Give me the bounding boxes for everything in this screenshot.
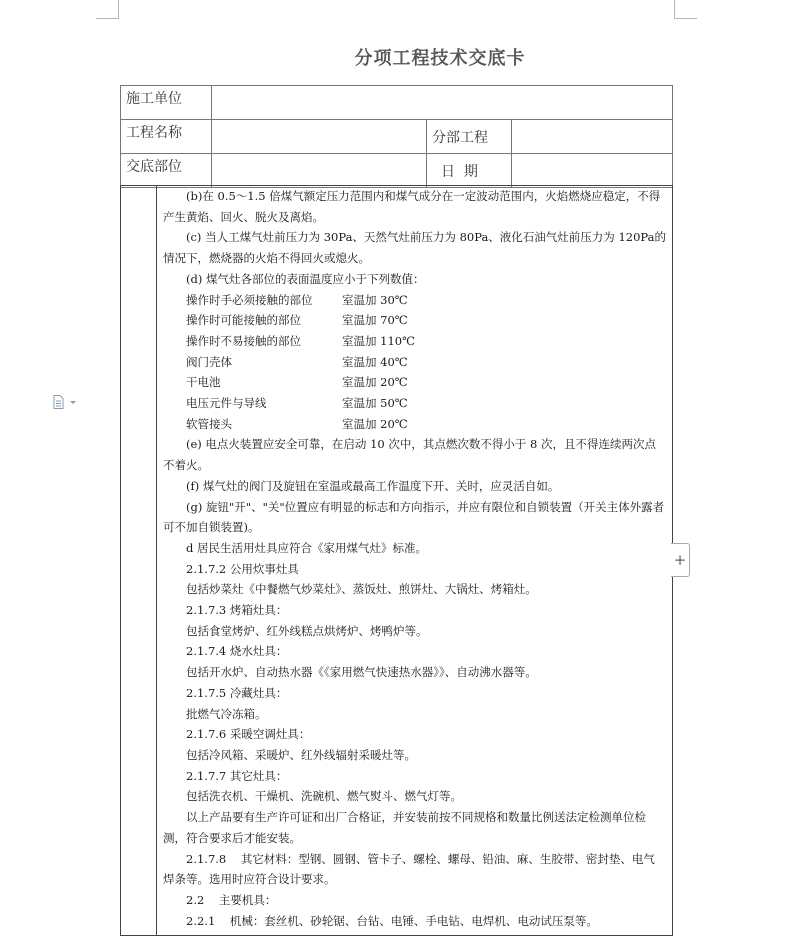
temperature-row [163, 414, 666, 435]
project-label: 工程名称 [121, 120, 212, 154]
document-icon[interactable] [52, 395, 78, 409]
temperature-row [163, 290, 666, 311]
location-value-cell[interactable] [212, 154, 427, 188]
section-2-2-1: 2.2.1 机械：套丝机、砂轮锯、台钻、电锤、手电钻、电焊机、电动试压泵等。 [186, 913, 598, 928]
paragraph-c: (c) 当人工煤气灶前压力为 30Pa、天然气灶前压力为 80Pa、液化石油气灶前压力为 120Pa的情况下，燃烧器的火焰不得回火或熄火。 [163, 230, 666, 266]
paragraph-standard: d 居民生活用灶具应符合《家用煤气灶》标准。 [186, 540, 428, 555]
content-text [163, 186, 666, 931]
section-2-1-7-6-desc: 包括冷风箱、采暖炉、红外线辐射采暖灶等。 [186, 747, 416, 762]
header-row-location [121, 154, 673, 188]
temperature-row [163, 310, 666, 331]
paragraph-b: (b)在 0.5～1.5 倍煤气额定压力范围内和煤气成分在一定波动范围内，火焰燃烧应稳定，不得产生黄焰、回火、脱火及离焰。 [163, 189, 661, 224]
temperature-list [163, 290, 666, 435]
subproject-value-cell[interactable] [512, 120, 673, 154]
temperature-value: 室温加 20℃ [342, 375, 408, 390]
temperature-row [163, 331, 666, 352]
header-table [120, 85, 673, 188]
section-2-1-7-3: 2.1.7.3 烤箱灶具： [186, 603, 288, 618]
temperature-value: 室温加 70℃ [342, 313, 408, 328]
temperature-part: 阀门壳体 [186, 354, 232, 369]
location-label: 交底部位 [121, 154, 212, 188]
section-2-1-7-5-desc: 批燃气冷冻箱。 [186, 706, 267, 721]
temperature-value: 室温加 50℃ [342, 396, 408, 411]
header-row-project [121, 120, 673, 154]
header-row-unit [121, 86, 673, 120]
unit-value-cell[interactable] [212, 86, 673, 120]
section-2-1-7-4: 2.1.7.4 烧水灶具： [186, 644, 288, 659]
temperature-value: 室温加 20℃ [342, 416, 408, 431]
temperature-part: 干电池 [186, 375, 221, 390]
paragraph-g: (g) 旋钮"开"、"关"位置应有明显的标志和方向指示，并应有限位和自锁装置（开关主体外露者可不加自锁装置)。 [163, 499, 665, 535]
temperature-part: 电压元件与导线 [186, 396, 267, 411]
unit-label: 施工单位 [121, 86, 212, 120]
document-title: 分项工程技术交底卡 [354, 48, 526, 69]
section-2-1-7-6: 2.1.7.6 采暖空调灶具： [186, 727, 311, 742]
section-2-2: 2.2 主要机具： [186, 892, 277, 907]
section-2-1-7-7: 2.1.7.7 其它灶具： [186, 768, 288, 783]
temperature-row [163, 393, 666, 414]
date-value-cell[interactable] [512, 154, 673, 188]
section-2-1-7-5: 2.1.7.5 冷藏灶具： [186, 685, 288, 700]
project-value-cell[interactable] [212, 120, 427, 154]
page-corner-mark-right [674, 0, 697, 19]
temperature-value: 室温加 110℃ [342, 333, 415, 348]
temperature-part: 软管接头 [186, 416, 232, 431]
plus-icon[interactable]: + [671, 543, 690, 577]
temperature-value: 室温加 40℃ [342, 354, 408, 369]
column-divider [156, 186, 157, 935]
section-2-1-7-2: 2.1.7.2 公用炊事灶具 [186, 561, 299, 576]
section-2-1-7-4-desc: 包括开水炉、自动热水器《《家用燃气快速热水器》》、自动沸水器等。 [186, 665, 537, 680]
temperature-part: 操作时手必须接触的部位 [186, 292, 313, 307]
paragraph-e: (e) 电点火装置应安全可靠，在启动 10 次中，其点燃次数不得小于 8 次，且不得连续两次点不着火。 [163, 437, 657, 473]
temperature-part: 操作时可能接触的部位 [186, 313, 301, 328]
temperature-row [163, 352, 666, 373]
section-2-1-7-3-desc: 包括食堂烤炉、红外线糕点烘烤炉、烤鸭炉等。 [186, 623, 428, 638]
paragraph-d: (d) 煤气灶各部位的表面温度应小于下列数值： [186, 271, 425, 286]
paragraph-certificates: 以上产品要有生产许可证和出厂合格证，并安装前按不同规格和数量比例送法定检测单位检测，符合要求后才能安装。 [163, 810, 646, 845]
section-2-1-7-2-desc: 包括炒菜灶《中餐燃气炒菜灶》、蒸饭灶、煎饼灶、大锅灶、烤箱灶。 [186, 582, 537, 597]
date-label: 日 期 [427, 154, 512, 188]
section-2-1-7-7-desc: 包括洗衣机、干燥机、洗碗机、燃气熨斗、燃气灯等。 [186, 789, 462, 804]
page-corner-mark-left [96, 0, 119, 19]
content-box [120, 185, 673, 936]
temperature-part: 操作时不易接触的部位 [186, 333, 301, 348]
subproject-label: 分部工程 [427, 120, 512, 154]
section-2-1-7-8: 2.1.7.8 其它材料：型钢、圆钢、管卡子、螺栓、螺母、铅油、麻、生胶带、密封垫、电气焊条等。选用时应符合设计要求。 [163, 851, 655, 887]
temperature-value: 室温加 30℃ [342, 292, 408, 307]
paragraph-f: (f) 煤气灶的阀门及旋钮在室温或最高工作温度下开、关时，应灵活自如。 [186, 478, 560, 493]
temperature-row [163, 372, 666, 393]
